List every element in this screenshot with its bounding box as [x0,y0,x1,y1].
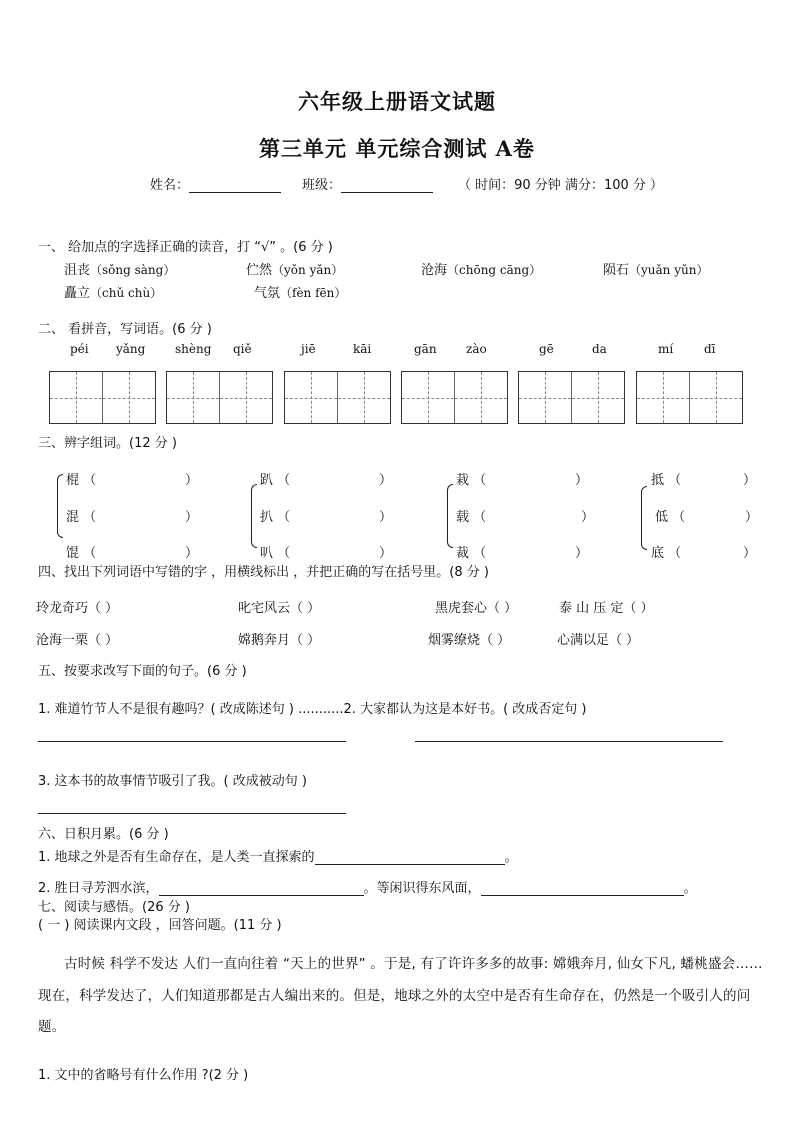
q1-word: 沧海 [421,263,448,278]
q3-item: 载 （ [456,510,487,525]
q5-sentences-1-2: 1. 难道竹节人不是很有趣吗？( 改成陈述句 ) ...........2. 大家都认为这是本好书。( 改成否定句 ) [38,702,587,717]
q1-options[interactable]: （fèn fēn） [280,286,347,300]
q1-item [64,259,175,278]
q1-options[interactable]: （yǒn yǎn） [272,263,344,277]
q1-options[interactable]: （chōng cāng） [447,263,542,277]
q3-item: 馄 （ [66,546,97,561]
q3-item: 混 （ [66,510,97,525]
reading-paragraph-line: 现在，科学发达了，人们知道那都是古人编出来的。但是，地球之外的太空中是否有生命存在，仍然是一个吸引人的问 [38,988,751,1004]
q3-close: ） [379,546,393,561]
brace-icon [641,486,647,550]
q1-word: 气氛 [254,286,281,301]
pinyin: qiě [233,342,252,356]
class-label: 班级： [302,178,342,193]
q5-heading: 五、按要求改写下面的句子。(6 分 ) [38,664,247,679]
q1-options[interactable]: （chǔ chù） [90,286,163,300]
name-label: 姓名： [150,178,190,193]
pinyin: gē [539,342,554,356]
pinyin: yǎng [116,342,146,356]
q4-item[interactable]: 玲龙奇巧（ ） [36,601,119,616]
q3-close: ） [743,473,757,488]
q3-item: 裁 （ [456,546,487,561]
q4-item[interactable]: 烟雾缭烧（ ） [428,633,511,648]
q3-heading: 三、辨字组词。(12 分 ) [38,436,177,451]
q1-item [246,259,343,278]
pinyin: mí [658,342,674,356]
brace-icon [251,484,257,548]
q3-item: 棍 （ [66,473,97,488]
q6-heading: 六、日积月累。(6 分 ) [38,827,169,842]
q4-item[interactable]: 嫦鹅奔月（ ） [238,633,321,648]
q3-close: ） [745,510,759,525]
name-blank[interactable] [189,178,281,193]
q4-item[interactable]: 心满以足（ ） [557,633,640,648]
pinyin: dī [704,342,716,356]
fill-blank[interactable] [315,850,505,865]
answer-line[interactable] [415,741,723,742]
pinyin: kāi [353,342,372,356]
q1-item [603,259,708,278]
q1-word: 陨石 [603,263,630,278]
q3-item: 栽 （ [456,473,487,488]
q3-item: 叭 （ [260,546,291,561]
writing-grid[interactable] [636,371,743,424]
q3-item: 低 （ [655,510,686,525]
q6-text: 2. 胜日寻芳泗水滨， [38,881,159,896]
q6-text: 。等闲识得东风面， [363,881,481,896]
q1-options[interactable]: （sǒng sàng） [90,263,176,277]
q1-word: 矗立 [64,286,91,301]
q3-close: ） [185,473,199,488]
brace-icon [447,484,453,548]
fill-blank[interactable] [481,881,684,896]
class-blank[interactable] [341,178,433,193]
pinyin: péi [70,342,89,356]
q3-item: 抵 （ [651,473,682,488]
q1-item [254,282,346,301]
writing-grid[interactable] [49,371,156,424]
q7-heading: 七、阅读与感悟。(26 分 ) [38,900,190,915]
q6-item-2 [38,877,697,896]
answer-line[interactable] [38,813,346,814]
page-subtitle: 第三单元 单元综合测试 A卷 [259,136,535,161]
writing-grid[interactable] [166,371,273,424]
q3-item: 扒 （ [260,510,291,525]
q4-item[interactable]: 叱宅风云（ ） [238,601,321,616]
q3-close: ） [185,546,199,561]
q3-close: ） [379,510,393,525]
q4-heading: 四、找出下列词语中写错的字 ，用横线标出 ，并把正确的写在括号里。(8 分 ) [38,565,489,580]
q3-close: ） [743,546,757,561]
q2-heading: 二、 看拼音，写词语。(6 分 ) [38,322,212,337]
q6-text: 1. 地球之外是否有生命存在，是人类一直探索的 [38,850,315,865]
reading-paragraph-line: 题。 [38,1019,66,1035]
q3-item: 趴 （ [260,473,291,488]
fill-blank[interactable] [159,881,364,896]
writing-grid[interactable] [518,371,625,424]
q1-word: 沮丧 [64,263,91,278]
pinyin: jiē [301,342,316,356]
name-field-row [150,174,281,193]
q1-heading: 一、 给加点的字选择正确的读音，打 “√” 。(6 分 ) [38,240,333,255]
reading-paragraph-line: 古时候 科学不发达 人们一直向往着 “天上的世界” 。于是, 有了许许多多的故事: 嫦娥奔月, 仙女下凡, 蟠桃盛会…… [64,956,763,972]
q4-item[interactable]: 沧海一栗（ ） [36,633,119,648]
q1-options[interactable]: （yuǎn yǔn） [629,263,709,277]
q6-text: 。 [504,850,518,865]
pinyin: zào [466,342,487,356]
q1-item [64,282,162,301]
q3-close: ） [575,473,589,488]
q3-close: ） [581,510,595,525]
q6-item-1 [38,846,518,865]
q3-close: ） [575,546,589,561]
pinyin: da [592,342,607,356]
pinyin: gān [414,342,437,356]
writing-grid[interactable] [284,371,391,424]
pinyin: shèng [175,342,212,356]
time-info: （ 时间：90 分钟 满分：100 分 ） [458,178,664,193]
class-field-row [302,174,433,193]
q7-subheading: ( 一 ) 阅读课内文段 ，回答问题。(11 分 ) [38,918,282,933]
q3-close: ） [185,510,199,525]
q7-question-1: 1. 文中的省略号有什么作用 ?(2 分 ) [38,1068,249,1083]
q1-item [421,259,541,278]
page-title: 六年级上册语文试题 [298,89,496,114]
writing-grid[interactable] [401,371,508,424]
q4-item[interactable]: 黑虎套心（ ） [435,601,518,616]
q5-sentence-3: 3. 这本书的故事情节吸引了我。( 改成被动句 ) [38,774,307,789]
q3-close: ） [379,473,393,488]
answer-line[interactable] [38,741,346,742]
q1-word: 伫然 [246,263,273,278]
q3-item: 底 （ [651,546,682,561]
brace-icon [57,474,63,538]
q6-text: 。 [683,881,697,896]
q4-item[interactable]: 泰 山 压 定（ ） [559,601,654,616]
